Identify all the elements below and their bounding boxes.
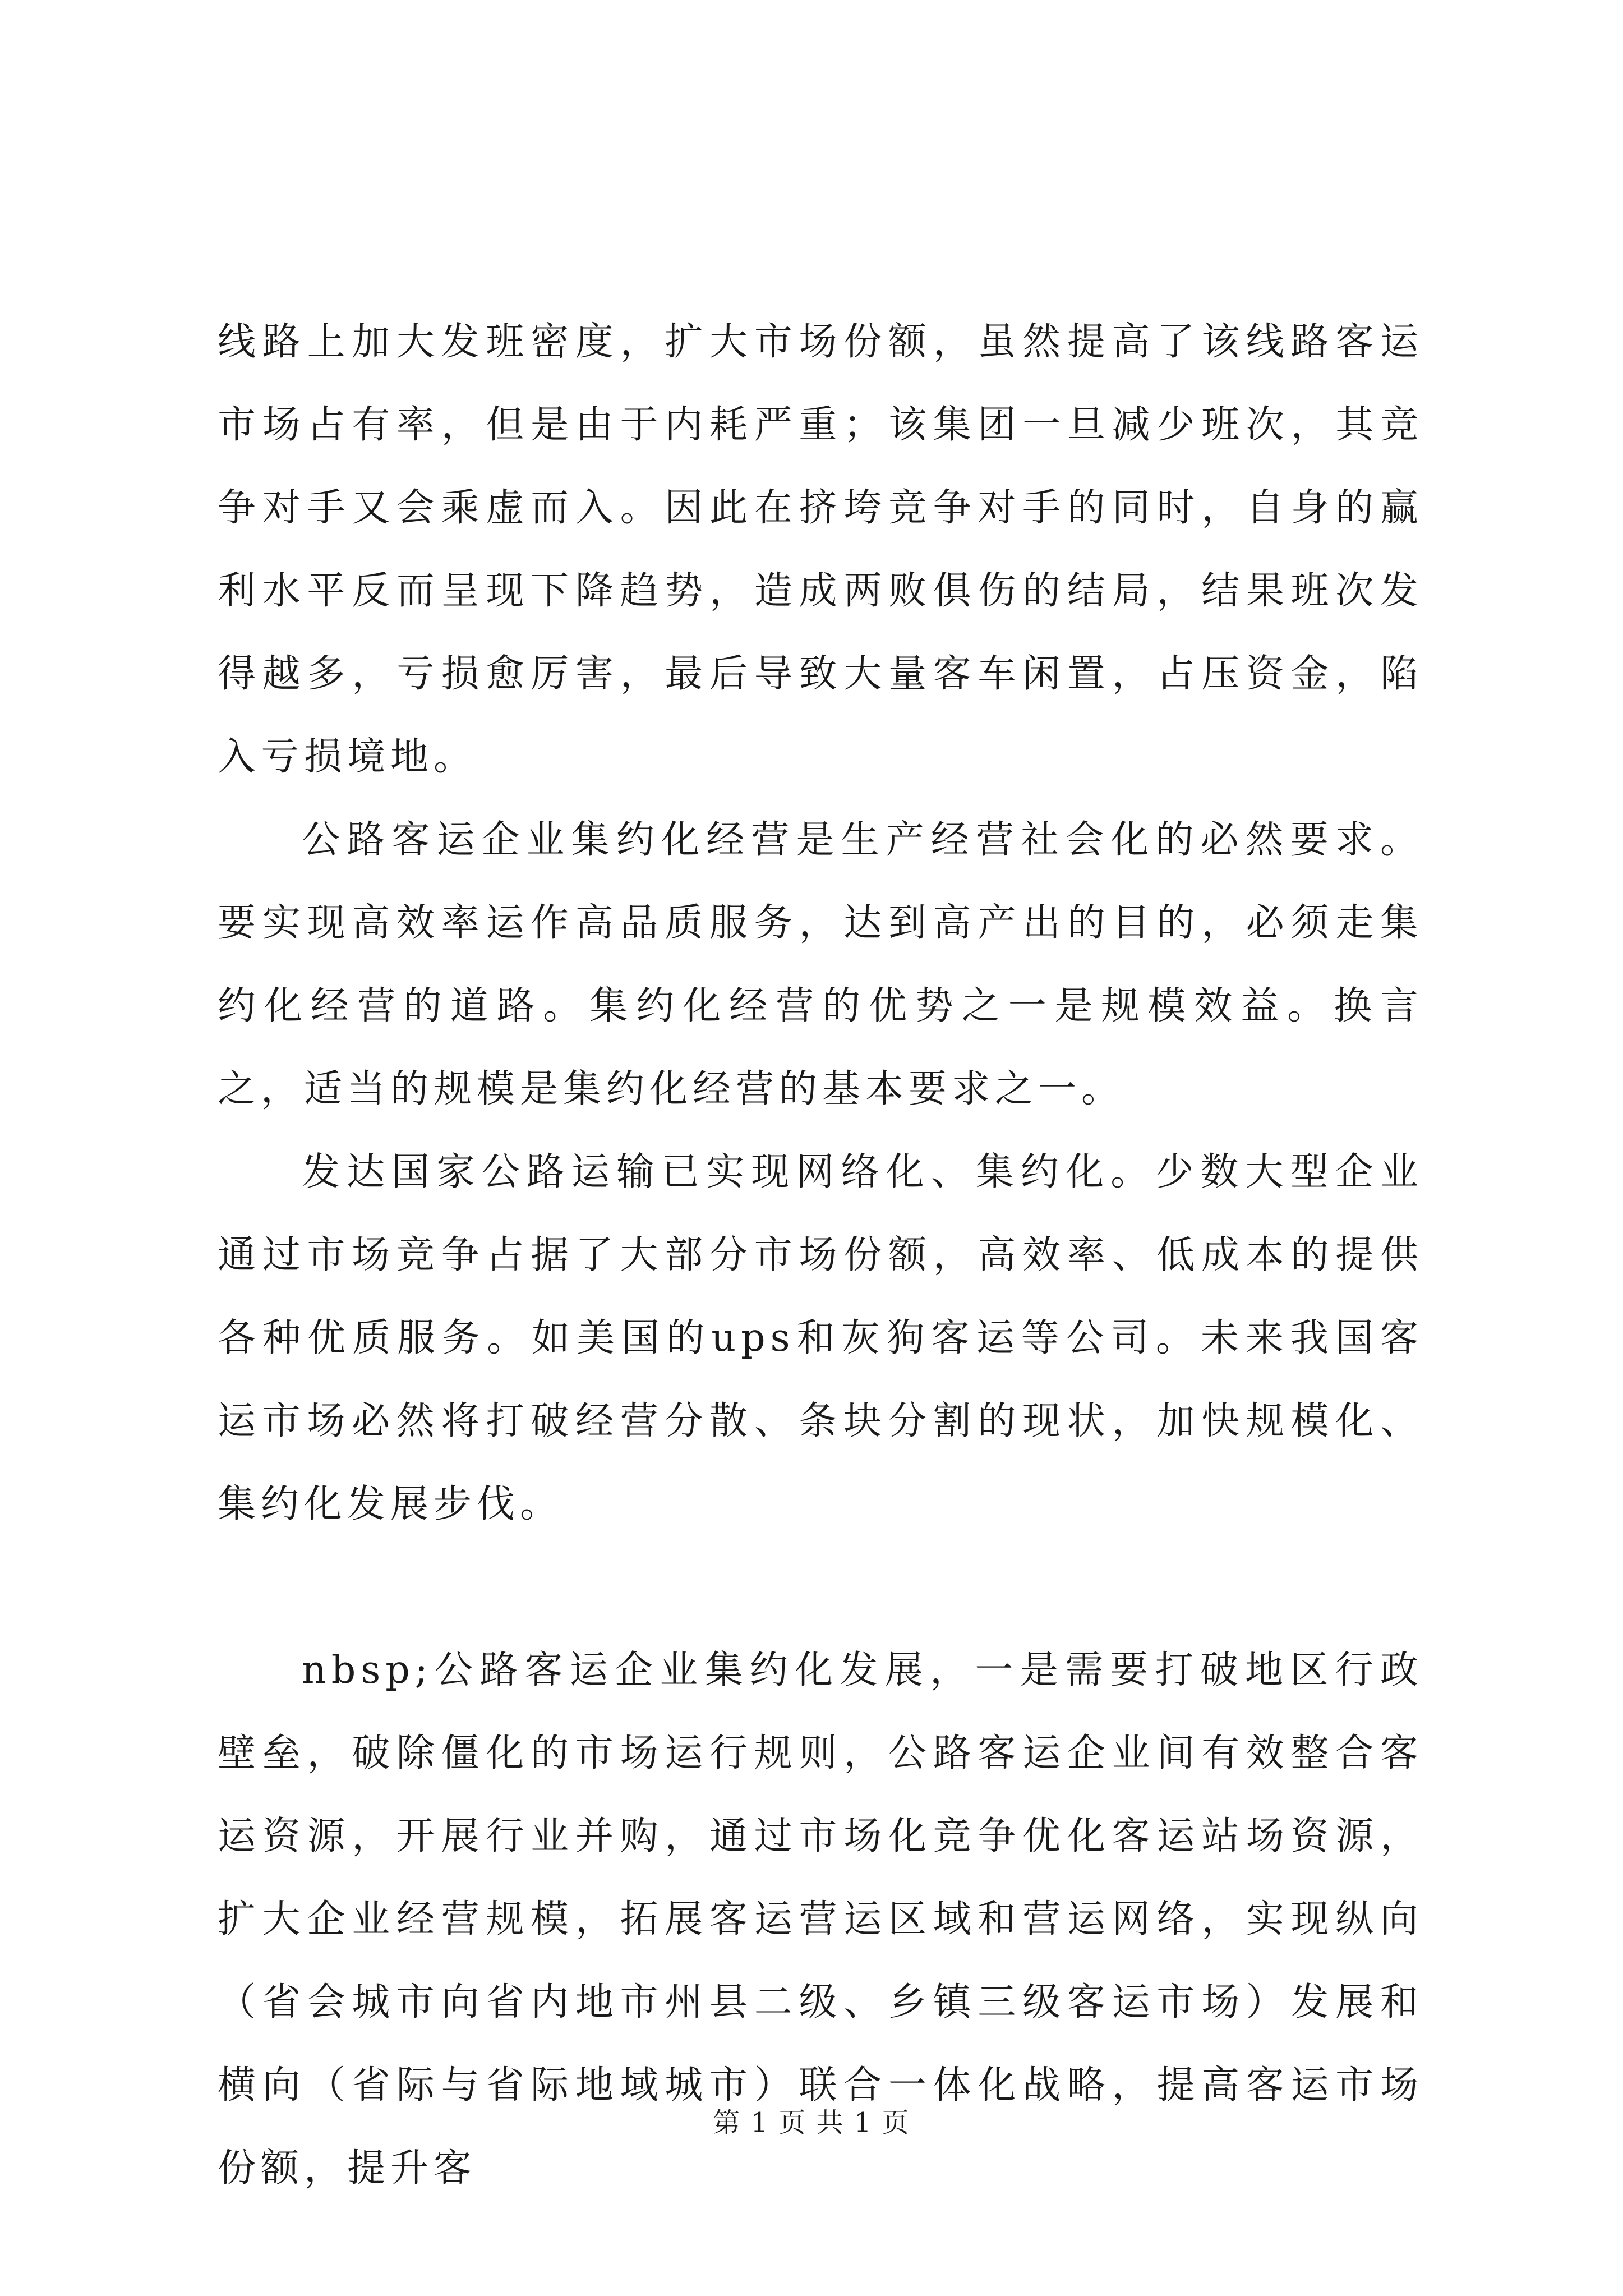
document-body — [218, 301, 1423, 2210]
paragraph-developed-countries: 发达国家公路运输已实现网络化、集约化。少数大型企业通过市场竞争占据了大部分市场份额，高效率、低成本的提供各种优质服务。如美国的ups和灰狗客运等公司。未来我国客运市场必然将打破经营分散、条块分割的现状，加快规模化、集约化发展步伐。 — [218, 1150, 1423, 1526]
page-footer: 第 1 页 共 1 页 — [713, 2107, 910, 2138]
paragraph-continuation: 线路上加大发班密度，扩大市场份额，虽然提高了该线路客运市场占有率，但是由于内耗严重；该集团一旦减少班次，其竞争对手又会乘虚而入。因此在挤垮竞争对手的同时，自身的赢利水平反而呈现下降趋势，造成两败俱伤的结局，结果班次发得越多，亏损愈厉害，最后导致大量客车闲置，占压资金，陷入亏损境地。 — [218, 320, 1423, 779]
paragraph-intensive-operation: 公路客运企业集约化经营是生产经营社会化的必然要求。要实现高效率运作高品质服务，达到高产出的目的，必须走集约化经营的道路。集约化经营的优势之一是规模效益。换言之，适当的规模是集约化经营的基本要求之一。 — [218, 818, 1423, 1111]
paragraph-integration-strategy: nbsp;公路客运企业集约化发展，一是需要打破地区行政壁垒，破除僵化的市场运行规则，公路客运企业间有效整合客运资源，开展行业并购，通过市场化竞争优化客运站场资源，扩大企业经营规模，拓展客运营运区域和营运网络，实现纵向（省会城市向省内地市州县二级、乡镇三级客运市场）发展和横向（省际与省际地域城市）联合一体化战略，提高客运市场份额，提升客 — [218, 1648, 1423, 2191]
paragraph-spacer — [218, 1546, 1423, 1629]
